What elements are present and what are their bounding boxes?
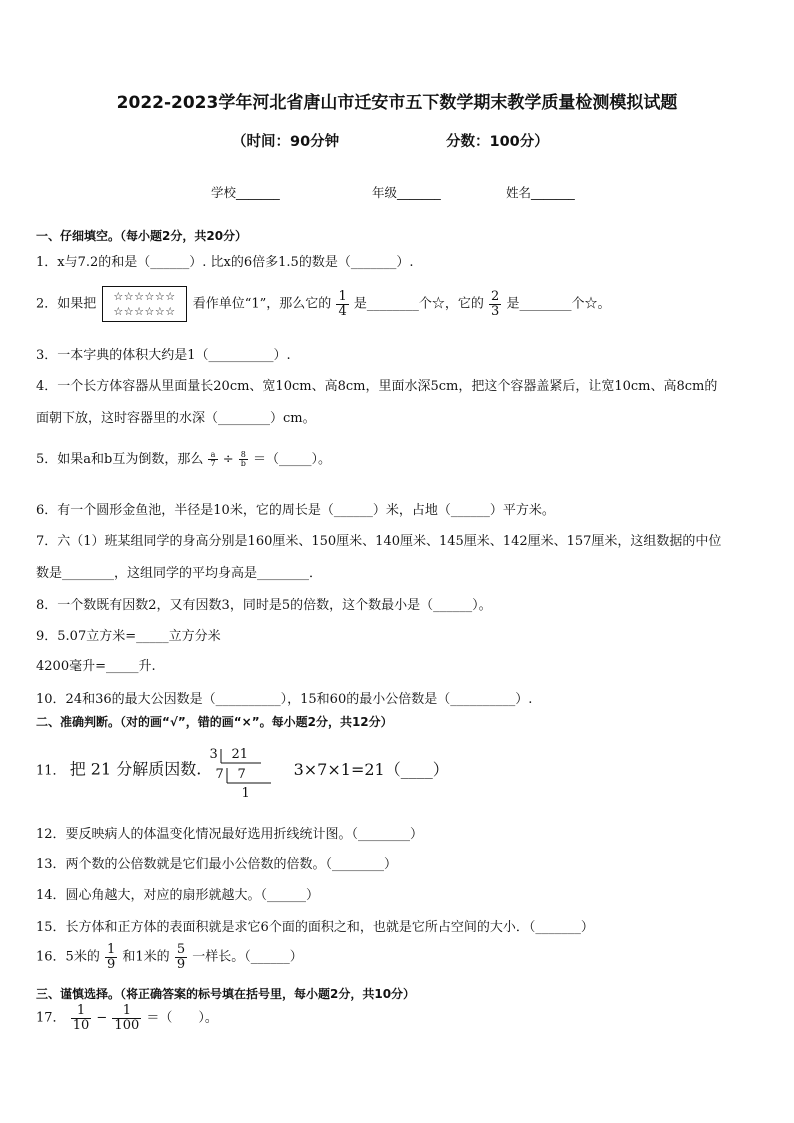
question-9-line-1: 9．5.07立方米=_____立方分米 bbox=[36, 629, 221, 644]
numerator: a bbox=[208, 451, 217, 460]
fraction-one-ninth bbox=[105, 943, 117, 971]
dividend-2: 7 bbox=[237, 767, 246, 782]
exam-title: 2022-2023学年河北省唐山市迁安市五下数学期末教学质量检测模拟试题 bbox=[116, 93, 678, 113]
divisor-2: 7 bbox=[215, 767, 224, 782]
numerator: 1 bbox=[112, 1004, 141, 1019]
q17-suffix: ＝（ ）。 bbox=[146, 1010, 218, 1026]
q16-prefix: 16．5米的 bbox=[36, 949, 100, 965]
denominator: b bbox=[240, 459, 246, 468]
denominator: 10 bbox=[72, 1017, 90, 1033]
grade-field: 年级_______ bbox=[372, 185, 441, 200]
divide-sign: ÷ bbox=[222, 452, 234, 467]
numerator: 8 bbox=[239, 451, 248, 460]
dividend-1: 21 bbox=[231, 747, 248, 762]
q11-text: 把 21 分解质因数. bbox=[69, 759, 202, 779]
school-field: 学校_______ bbox=[211, 185, 280, 200]
question-2 bbox=[36, 286, 610, 322]
star-row-1: ☆☆☆☆☆☆ bbox=[113, 290, 176, 303]
numerator: 5 bbox=[176, 942, 186, 957]
section-2-heading: 二、准确判断。（对的画“√”，错的画“×”。每小题2分，共12分） bbox=[36, 715, 393, 729]
quotient: 1 bbox=[241, 786, 250, 801]
q2-mid: 看作单位“1”，那么它的 bbox=[192, 296, 332, 312]
q5-prefix: 5．如果a和b互为倒数，那么 bbox=[36, 452, 204, 467]
section-1-heading: 一、仔细填空。（每小题2分，共20分） bbox=[36, 229, 248, 243]
question-5 bbox=[36, 448, 331, 468]
star-box bbox=[102, 286, 186, 322]
fraction-two-thirds bbox=[489, 290, 501, 318]
numerator: 2 bbox=[491, 288, 500, 304]
numerator: 1 bbox=[71, 1004, 92, 1019]
question-11 bbox=[36, 745, 449, 801]
numerator: 1 bbox=[106, 942, 116, 957]
question-7-line-1: 7．六（1）班某组同学的身高分别是160厘米、150厘米、140厘米、145厘米、142厘米、157厘米，这组数据的中位 bbox=[36, 534, 722, 549]
q16-mid: 和1米的 bbox=[122, 949, 170, 965]
question-7-line-2: 数是________，这组同学的平均身高是________． bbox=[36, 566, 323, 581]
fraction-one-tenth bbox=[71, 1004, 92, 1032]
numerator: 1 bbox=[338, 288, 347, 304]
q2-suffix: 是________个☆。 bbox=[506, 296, 611, 312]
question-13: 13．两个数的公倍数就是它们最小公倍数的倍数。（________） bbox=[36, 857, 398, 872]
question-9-line-2: 4200毫升=_____升. bbox=[36, 659, 156, 674]
question-1: 1．x与7.2的和是（______）. 比x的6倍多1.5的数是（_______）. bbox=[36, 255, 414, 270]
fraction-8-over-b bbox=[239, 451, 248, 469]
q2-mid2: 是________个☆，它的 bbox=[353, 296, 484, 312]
q5-suffix: ＝（_____）。 bbox=[253, 452, 332, 467]
question-17 bbox=[36, 1004, 218, 1032]
denominator: 100 bbox=[114, 1017, 140, 1033]
denominator: 4 bbox=[338, 303, 347, 319]
star-row-2: ☆☆☆☆☆☆ bbox=[113, 305, 176, 318]
q17-prefix: 17． bbox=[36, 1010, 66, 1026]
fraction-a-over-7 bbox=[208, 451, 217, 469]
q2-prefix: 2．如果把 bbox=[36, 296, 97, 312]
question-6: 6．有一个圆形金鱼池，半径是10米，它的周长是（______）米，占地（______）平方米。 bbox=[36, 503, 555, 518]
fraction-one-hundredth bbox=[112, 1004, 141, 1032]
question-10: 10．24和36的最大公因数是（__________），15和60的最小公倍数是（__________）. bbox=[36, 692, 533, 707]
name-field: 姓名_______ bbox=[506, 185, 575, 200]
question-4-line-2: 面朝下放，这时容器里的水深（________）cm。 bbox=[36, 411, 316, 426]
q11-equation: 3×7×1=21（____） bbox=[293, 759, 449, 779]
total-score: 分数：100分） bbox=[446, 134, 549, 150]
denominator: 3 bbox=[491, 303, 500, 319]
q11-number: 11． bbox=[36, 763, 66, 779]
divisor-1: 3 bbox=[209, 747, 218, 762]
question-3: 3．一本字典的体积大约是1（__________）. bbox=[36, 348, 291, 363]
question-8: 8．一个数既有因数2，又有因数3，同时是5的倍数，这个数最小是（______）。 bbox=[36, 598, 492, 613]
question-15: 15．长方体和正方体的表面积就是求它6个面的面积之和，也就是它所占空间的大小．（_______） bbox=[36, 920, 594, 935]
denominator: 9 bbox=[176, 956, 186, 972]
minus-sign: − bbox=[96, 1010, 108, 1026]
denominator: 7 bbox=[210, 459, 216, 468]
question-16 bbox=[36, 943, 303, 971]
denominator: 9 bbox=[106, 956, 116, 972]
q16-suffix: 一样长。（______） bbox=[192, 949, 303, 965]
fraction-one-quarter bbox=[336, 290, 348, 318]
fraction-five-ninths bbox=[175, 943, 187, 971]
question-14: 14．圆心角越大，对应的扇形就越大。（______） bbox=[36, 888, 320, 903]
question-12: 12．要反映病人的体温变化情况最好选用折线统计图。（________） bbox=[36, 827, 424, 842]
ladder-lines bbox=[205, 745, 275, 797]
question-4-line-1: 4．一个长方体容器从里面量长20cm、宽10cm、高8cm，里面水深5cm，把这个容器盖紧后，让宽10cm、高8cm的 bbox=[36, 379, 718, 394]
time-limit: （时间：90分钟 bbox=[232, 134, 340, 150]
factor-ladder bbox=[205, 745, 275, 801]
section-3-heading: 三、谨慎选择。（将正确答案的标号填在括号里，每小题2分，共10分） bbox=[36, 987, 416, 1001]
